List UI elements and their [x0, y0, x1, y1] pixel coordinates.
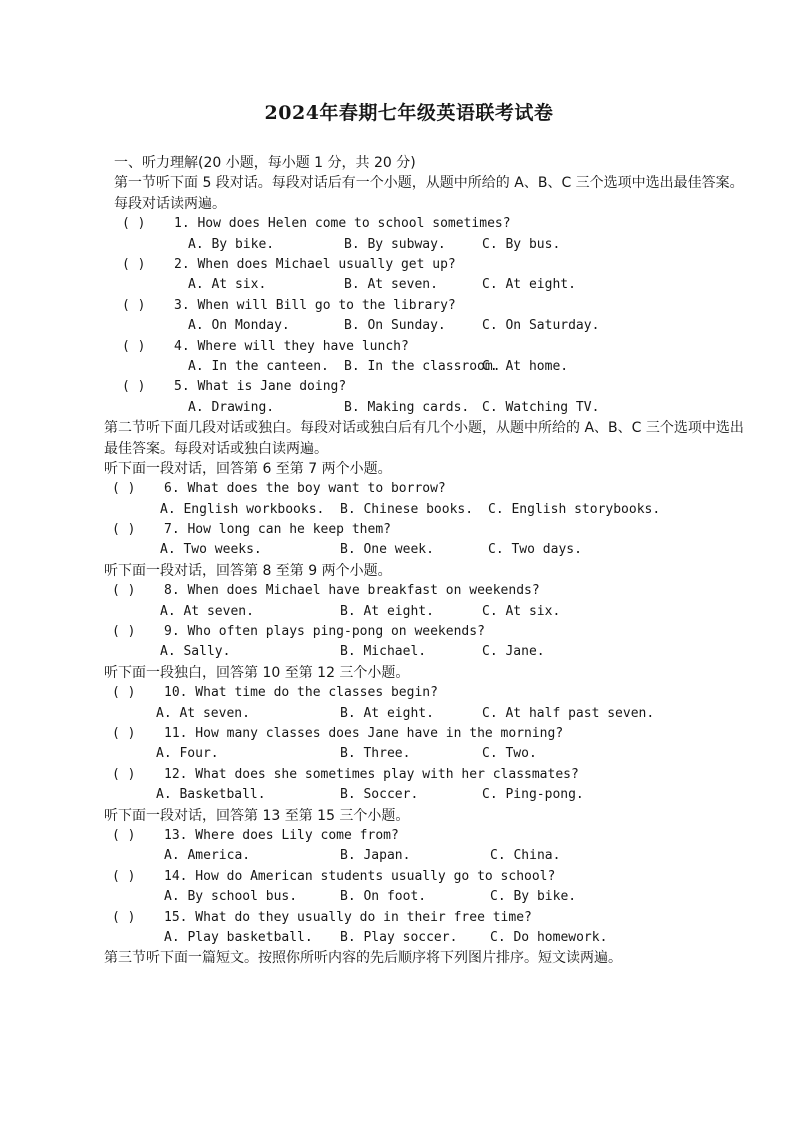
option-b: B. One week. — [340, 542, 434, 558]
answer-blank[interactable]: ( ) — [112, 909, 136, 925]
group-instruction: 听下面一段对话，回答第 8 至第 9 两个小题。 — [104, 562, 392, 579]
option-a: A. Two weeks. — [160, 542, 262, 558]
option-c: C. By bus. — [482, 236, 561, 252]
question-6 — [104, 479, 754, 499]
answer-blank[interactable]: ( ) — [112, 481, 136, 497]
question-11 — [104, 724, 754, 744]
question-stem: 9. Who often plays ping-pong on weekends? — [164, 624, 485, 640]
option-a: A. Sally. — [160, 644, 231, 660]
answer-blank[interactable]: ( ) — [112, 827, 136, 843]
option-a: A. English workbooks. — [160, 501, 325, 517]
group-instruction: 听下面一段独白，回答第 10 至第 12 三个小题。 — [104, 664, 410, 681]
option-b: B. At seven. — [344, 277, 438, 293]
question-7 — [104, 520, 754, 540]
question-stem: 6. What does the boy want to borrow? — [164, 481, 446, 497]
option-c: C. At half past seven. — [482, 705, 655, 721]
question-4 — [104, 337, 754, 357]
option-c: C. Two days. — [488, 542, 582, 558]
question-options — [104, 704, 754, 724]
question-options — [104, 846, 754, 866]
question-stem: 11. How many classes does Jane have in the morning? — [164, 726, 564, 741]
question-options — [104, 785, 754, 805]
option-c: C. Watching TV. — [482, 399, 600, 415]
option-c: C. At eight. — [482, 277, 576, 293]
option-a: A. At seven. — [160, 603, 254, 619]
question-10 — [104, 683, 754, 703]
option-a: A. Play basketball. — [164, 929, 313, 945]
question-options — [104, 357, 754, 377]
option-b: B. Making cards. — [344, 399, 470, 415]
option-a: A. Four. — [156, 746, 219, 762]
question-2 — [104, 255, 754, 275]
answer-blank[interactable]: ( ) — [112, 766, 136, 782]
question-stem: 3. When will Bill go to the library? — [174, 297, 456, 313]
questions-part1 — [104, 214, 754, 418]
part1-intro: 第一节听下面 5 段对话。每段对话后有一个小题，从题中所给的 A、B、C 三个选项中选出最佳答案。每段对话读两遍。 — [114, 175, 744, 212]
option-c: C. Two. — [482, 746, 537, 762]
question-stem: 14. How do American students usually go to school? — [164, 868, 556, 884]
answer-blank[interactable]: ( ) — [112, 583, 136, 599]
option-a: A. Basketball. — [156, 787, 266, 803]
option-c: C. Jane. — [482, 644, 545, 660]
question-stem: 7. How long can he keep them? — [164, 522, 391, 538]
option-b: B. At eight. — [340, 705, 434, 721]
answer-blank[interactable]: ( ) — [122, 379, 146, 395]
questions-group2 — [104, 581, 754, 663]
option-b: B. At eight. — [340, 603, 434, 619]
option-a: A. At six. — [188, 277, 267, 293]
question-3 — [104, 296, 754, 316]
questions-group1 — [104, 479, 754, 561]
part2-intro: 第二节听下面几段对话或独白。每段对话或独白后有几个小题，从题中所给的 A、B、C 三个选项中选出最佳答案。每段对话或独白读两遍。 — [104, 420, 744, 457]
answer-blank[interactable]: ( ) — [122, 216, 146, 232]
question-options — [104, 744, 754, 764]
option-a: A. Drawing. — [188, 399, 275, 415]
question-14 — [104, 867, 754, 887]
question-options — [104, 398, 754, 418]
option-a: A. On Monday. — [188, 318, 290, 334]
question-options — [104, 887, 754, 907]
question-options — [104, 275, 754, 295]
question-options — [104, 928, 754, 948]
question-stem: 15. What do they usually do in their free time? — [164, 909, 532, 925]
option-b: B. On foot. — [340, 889, 427, 905]
question-stem: 2. When does Michael usually get up? — [174, 256, 456, 272]
option-a: A. In the canteen. — [188, 358, 329, 374]
answer-blank[interactable]: ( ) — [122, 297, 146, 313]
questions-group3 — [104, 683, 754, 805]
option-b: B. Chinese books. — [340, 501, 474, 517]
question-options — [104, 642, 754, 662]
question-15 — [104, 908, 754, 928]
option-b: B. Three. — [340, 746, 411, 762]
question-12 — [104, 765, 754, 785]
option-c: C. Ping-pong. — [482, 787, 584, 803]
option-b: B. Soccer. — [340, 787, 419, 803]
option-b: B. In the classroom. — [344, 358, 501, 374]
option-c: C. China. — [490, 848, 561, 864]
answer-blank[interactable]: ( ) — [112, 868, 136, 884]
exam-title: 2024年春期七年级英语联考试卷 — [264, 102, 554, 124]
answer-blank[interactable]: ( ) — [112, 522, 136, 538]
option-a: A. By school bus. — [164, 889, 298, 905]
option-b: B. Michael. — [340, 644, 427, 660]
part3-intro: 第三节听下面一篇短文。按照你所听内容的先后顺序将下列图片排序。短文读两遍。 — [104, 950, 622, 967]
option-b: B. Play soccer. — [340, 929, 458, 945]
question-stem: 1. How does Helen come to school sometimes? — [174, 216, 511, 232]
group-instruction: 听下面一段对话，回答第 6 至第 7 两个小题。 — [104, 460, 392, 477]
option-c: C. On Saturday. — [482, 318, 600, 334]
question-stem: 13. Where does Lily come from? — [164, 827, 399, 843]
question-options — [104, 540, 754, 560]
option-a: A. America. — [164, 848, 251, 864]
answer-blank[interactable]: ( ) — [112, 685, 136, 701]
question-stem: 5. What is Jane doing? — [174, 379, 347, 395]
group-instruction: 听下面一段对话，回答第 13 至第 15 三个小题。 — [104, 807, 410, 824]
questions-group4 — [104, 826, 754, 948]
question-stem: 12. What does she sometimes play with her classmates? — [164, 766, 579, 782]
question-options — [104, 316, 754, 336]
question-stem: 10. What time do the classes begin? — [164, 685, 438, 701]
option-c: C. At home. — [482, 358, 569, 374]
question-1 — [104, 214, 754, 234]
option-c: C. At six. — [482, 603, 561, 619]
answer-blank[interactable]: ( ) — [122, 256, 146, 272]
question-9 — [104, 622, 754, 642]
question-stem: 8. When does Michael have breakfast on weekends? — [164, 583, 540, 599]
answer-blank[interactable]: ( ) — [112, 726, 136, 741]
question-8 — [104, 581, 754, 601]
question-options — [104, 500, 754, 520]
option-a: A. At seven. — [156, 705, 250, 721]
option-b: B. By subway. — [344, 236, 446, 252]
question-5 — [104, 377, 754, 397]
question-stem: 4. Where will they have lunch? — [174, 338, 409, 354]
question-options — [104, 602, 754, 622]
option-c: C. By bike. — [490, 889, 577, 905]
option-c: C. Do homework. — [490, 929, 608, 945]
option-c: C. English storybooks. — [488, 501, 661, 517]
option-b: B. Japan. — [340, 848, 411, 864]
question-options — [104, 235, 754, 255]
answer-blank[interactable]: ( ) — [112, 624, 136, 640]
section-heading: 一、听力理解(20 小题，每小题 1 分，共 20 分) — [114, 155, 416, 171]
option-b: B. On Sunday. — [344, 318, 446, 334]
answer-blank[interactable]: ( ) — [122, 338, 146, 354]
option-a: A. By bike. — [188, 236, 275, 252]
question-13 — [104, 826, 754, 846]
